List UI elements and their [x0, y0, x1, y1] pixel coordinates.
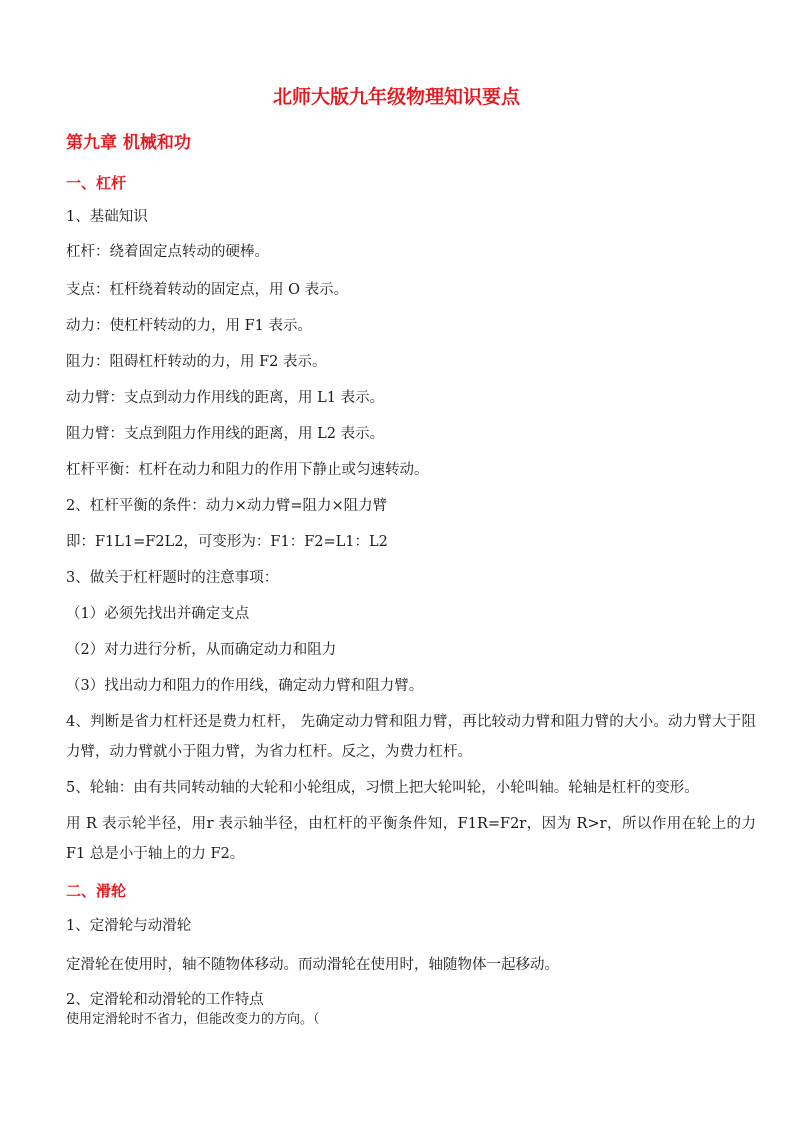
text-line-small: 使用定滑轮时不省力，但能改变力的方向。（ — [66, 1012, 320, 1027]
text-line: 支点：杠杆绕着转动的固定点，用 O 表示。 — [66, 282, 349, 298]
section-heading-lever: 一、杠杆 — [66, 174, 127, 192]
page-title: 北师大版九年级物理知识要点 — [272, 86, 520, 108]
text-line: 阻力：阻碍杠杆转动的力，用 F2 表示。 — [66, 354, 327, 370]
text-line: 定滑轮在使用时，轴不随物体移动。而动滑轮在使用时，轴随物体一起移动。 — [66, 957, 559, 973]
text-line: 3、做关于杠杆题时的注意事项： — [66, 570, 279, 586]
text-line: 阻力臂：支点到阻力作用线的距离，用 L2 表示。 — [66, 426, 385, 442]
text-line: 杠杆：绕着固定点转动的硬棒。 — [66, 244, 269, 260]
text-line: 杠杆平衡：杠杆在动力和阻力的作用下静止或匀速转动。 — [66, 462, 429, 478]
paragraph-wheel-axle: 5、轮轴：由有共同转动轴的大轮和小轮组成，习惯上把大轮叫轮，小轮叫轴。轮轴是杠杆的变形。 — [66, 780, 699, 796]
text-line: 动力臂：支点到动力作用线的距离，用 L1 表示。 — [66, 390, 385, 406]
section-heading-pulley: 二、滑轮 — [66, 882, 127, 900]
text-line: 1、定滑轮与动滑轮 — [66, 918, 192, 934]
text-line: 1、基础知识 — [66, 209, 148, 225]
paragraph-lever-judgement: 4、判断是省力杠杆还是费力杠杆， 先确定动力臂和阻力臂，再比较动力臂和阻力臂的大小。动力臂大于阻力臂，动力臂就小于阻力臂，为省力杠杆。反之，为费力杠杆。 — [66, 714, 756, 760]
text-line: （1）必须先找出并确定支点 — [66, 606, 250, 622]
chapter-heading: 第九章 机械和功 — [66, 133, 191, 153]
text-line: 2、杠杆平衡的条件：动力×动力臂=阻力×阻力臂 — [66, 498, 388, 514]
text-line: （2）对力进行分析，从而确定动力和阻力 — [66, 642, 337, 658]
text-line: 2、定滑轮和动滑轮的工作特点 — [66, 992, 264, 1008]
text-line: 动力：使杠杆转动的力，用 F1 表示。 — [66, 318, 313, 334]
paragraph-wheel-axle-formula: 用 R 表示轮半径，用r 表示轴半径，由杠杆的平衡条件知，F1R=F2r，因为 R>r，所以作用在轮上的力 F1 总是小于轴上的力 F2。 — [66, 816, 756, 862]
text-line: 即：F1L1=F2L2，可变形为：F1：F2=L1：L2 — [66, 534, 388, 550]
text-line: （3）找出动力和阻力的作用线，确定动力臂和阻力臂。 — [66, 678, 424, 694]
